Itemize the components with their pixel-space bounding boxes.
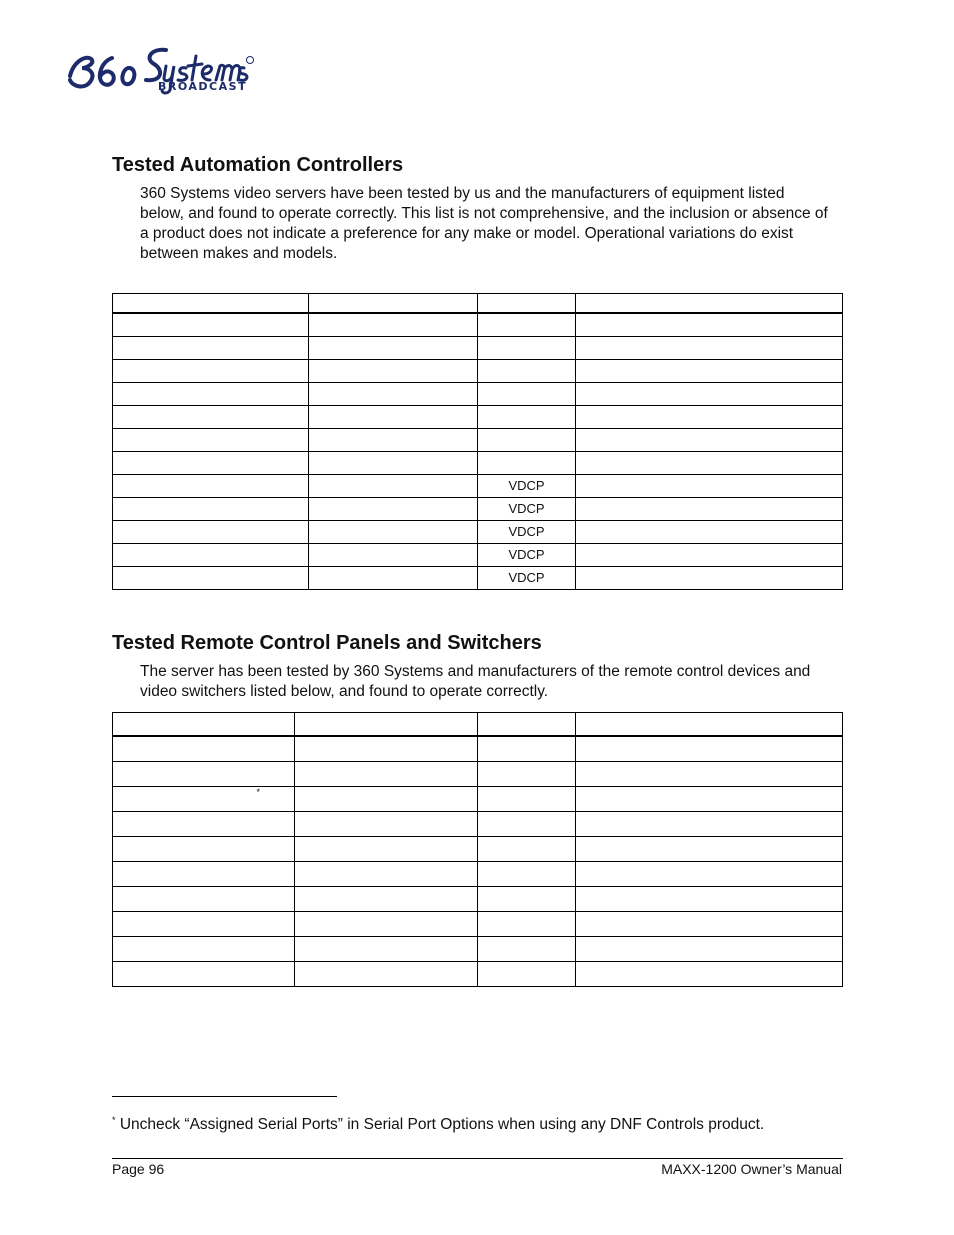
table-cell [478, 452, 576, 475]
section-intro-remote-panels: The server has been tested by 360 Systems and manufacturers of the remote control devices and video switchers listed below, and found to operate correctly. [140, 663, 811, 700]
table-header-row [113, 713, 843, 737]
table-cell [576, 360, 843, 383]
table-cell [113, 475, 309, 498]
table-cell [478, 429, 576, 452]
table-cell [113, 812, 295, 837]
table-cell [309, 294, 478, 314]
table-cell [309, 567, 478, 590]
table-cell [576, 521, 843, 544]
table-cell [113, 521, 309, 544]
table-cell [576, 406, 843, 429]
section-title-automation: Tested Automation Controllers [112, 154, 404, 176]
table-cell [478, 713, 576, 737]
table-cell [576, 567, 843, 590]
table-cell [309, 475, 478, 498]
table-cell [309, 337, 478, 360]
table-cell [478, 812, 576, 837]
table-cell [576, 837, 843, 862]
table-cell [295, 937, 478, 962]
table-cell [309, 544, 478, 567]
table-cell [478, 912, 576, 937]
table-header-row [113, 294, 843, 314]
table-cell [309, 406, 478, 429]
section-intro-automation: 360 Systems video servers have been tested by us and the manufacturers of equipment listed below, and found to operate correctly. This list is not comprehensive, and the inclusion or absence of a product does not indicate a preference for any make or model. Operational variations do exist between makes and models. [140, 185, 828, 262]
table-cell [113, 452, 309, 475]
table-cell [295, 912, 478, 937]
table-row [113, 787, 843, 812]
table-cell [113, 383, 309, 406]
table-cell [478, 294, 576, 314]
table-cell [113, 962, 295, 987]
table-cell [478, 736, 576, 762]
table-cell [576, 862, 843, 887]
table-cell [113, 762, 295, 787]
table-row [113, 498, 843, 521]
table-cell [576, 313, 843, 337]
table-cell [113, 313, 309, 337]
table-row [113, 452, 843, 475]
table-row [113, 567, 843, 590]
table-cell [576, 736, 843, 762]
table-row [113, 337, 843, 360]
table-cell [309, 360, 478, 383]
table-row [113, 912, 843, 937]
footnote-text: Uncheck “Assigned Serial Ports” in Serial Port Options when using any DNF Controls product. [115, 1116, 765, 1134]
manual-title: MAXX-1200 Owner’s Manual [661, 1161, 842, 1177]
table-cell [478, 337, 576, 360]
table-cell [576, 429, 843, 452]
table-cell: VDCP [478, 498, 576, 521]
table-cell [576, 962, 843, 987]
table-row [113, 812, 843, 837]
table-cell [478, 887, 576, 912]
table-footnote-marker: * [256, 787, 260, 797]
table-cell [113, 713, 295, 737]
footer-divider [112, 1158, 843, 1159]
section-title-remote-panels: Tested Remote Control Panels and Switchers [112, 632, 542, 654]
remote-panels-table [112, 712, 843, 987]
table-cell [113, 736, 295, 762]
table-cell [113, 429, 309, 452]
table-cell [478, 383, 576, 406]
table-cell [576, 475, 843, 498]
table-cell [113, 337, 309, 360]
table-cell [576, 787, 843, 812]
table-cell [478, 837, 576, 862]
table-row [113, 544, 843, 567]
table-cell [309, 429, 478, 452]
table-row [113, 736, 843, 762]
company-logo [66, 40, 256, 96]
table-row [113, 521, 843, 544]
footnote [112, 1115, 764, 1134]
table-cell [295, 812, 478, 837]
table-row [113, 887, 843, 912]
table-cell [478, 406, 576, 429]
table-cell [295, 787, 478, 812]
table-cell [295, 962, 478, 987]
table-cell [295, 862, 478, 887]
table-row [113, 313, 843, 337]
table-cell [478, 360, 576, 383]
table-cell [295, 887, 478, 912]
table-cell [113, 862, 295, 887]
table-cell [309, 498, 478, 521]
table-cell [478, 937, 576, 962]
table-cell [309, 383, 478, 406]
table-cell [576, 544, 843, 567]
table-row [113, 406, 843, 429]
table-row [113, 762, 843, 787]
table-cell [576, 912, 843, 937]
table-row [113, 962, 843, 987]
table-cell [309, 521, 478, 544]
table-cell [309, 452, 478, 475]
table-cell [113, 294, 309, 314]
logo-broadcast-text: BROADCAST [158, 80, 248, 93]
table-cell [113, 887, 295, 912]
table-cell [478, 762, 576, 787]
page-number: Page 96 [112, 1161, 165, 1177]
table-cell [576, 337, 843, 360]
table-cell [309, 313, 478, 337]
table-cell [295, 762, 478, 787]
table-row [113, 383, 843, 406]
footnote-marker: * [112, 1115, 116, 1125]
table-cell [478, 962, 576, 987]
table-cell [576, 498, 843, 521]
table-cell: VDCP [478, 475, 576, 498]
table-cell [113, 837, 295, 862]
footnote-divider [112, 1096, 337, 1097]
table-cell [576, 937, 843, 962]
table-cell [576, 812, 843, 837]
table-cell [478, 313, 576, 337]
table-row [113, 837, 843, 862]
table-cell [113, 406, 309, 429]
table-cell [113, 544, 309, 567]
table-row [113, 429, 843, 452]
table-cell [113, 937, 295, 962]
table-cell [113, 567, 309, 590]
table-cell [295, 713, 478, 737]
table-cell [113, 912, 295, 937]
table-cell [113, 498, 309, 521]
table-cell [295, 736, 478, 762]
table-cell [576, 294, 843, 314]
table-cell: VDCP [478, 567, 576, 590]
table-row [113, 360, 843, 383]
table-cell [113, 360, 309, 383]
table-row [113, 862, 843, 887]
table-cell [478, 787, 576, 812]
table-cell [576, 452, 843, 475]
table-cell [478, 862, 576, 887]
table-cell: VDCP [478, 544, 576, 567]
table-cell [113, 787, 295, 812]
table-cell [576, 383, 843, 406]
table-cell [295, 837, 478, 862]
table-row [113, 937, 843, 962]
automation-controllers-table [112, 293, 843, 590]
table-cell [576, 762, 843, 787]
table-row [113, 475, 843, 498]
table-cell [576, 887, 843, 912]
table-cell [576, 713, 843, 737]
table-cell: VDCP [478, 521, 576, 544]
